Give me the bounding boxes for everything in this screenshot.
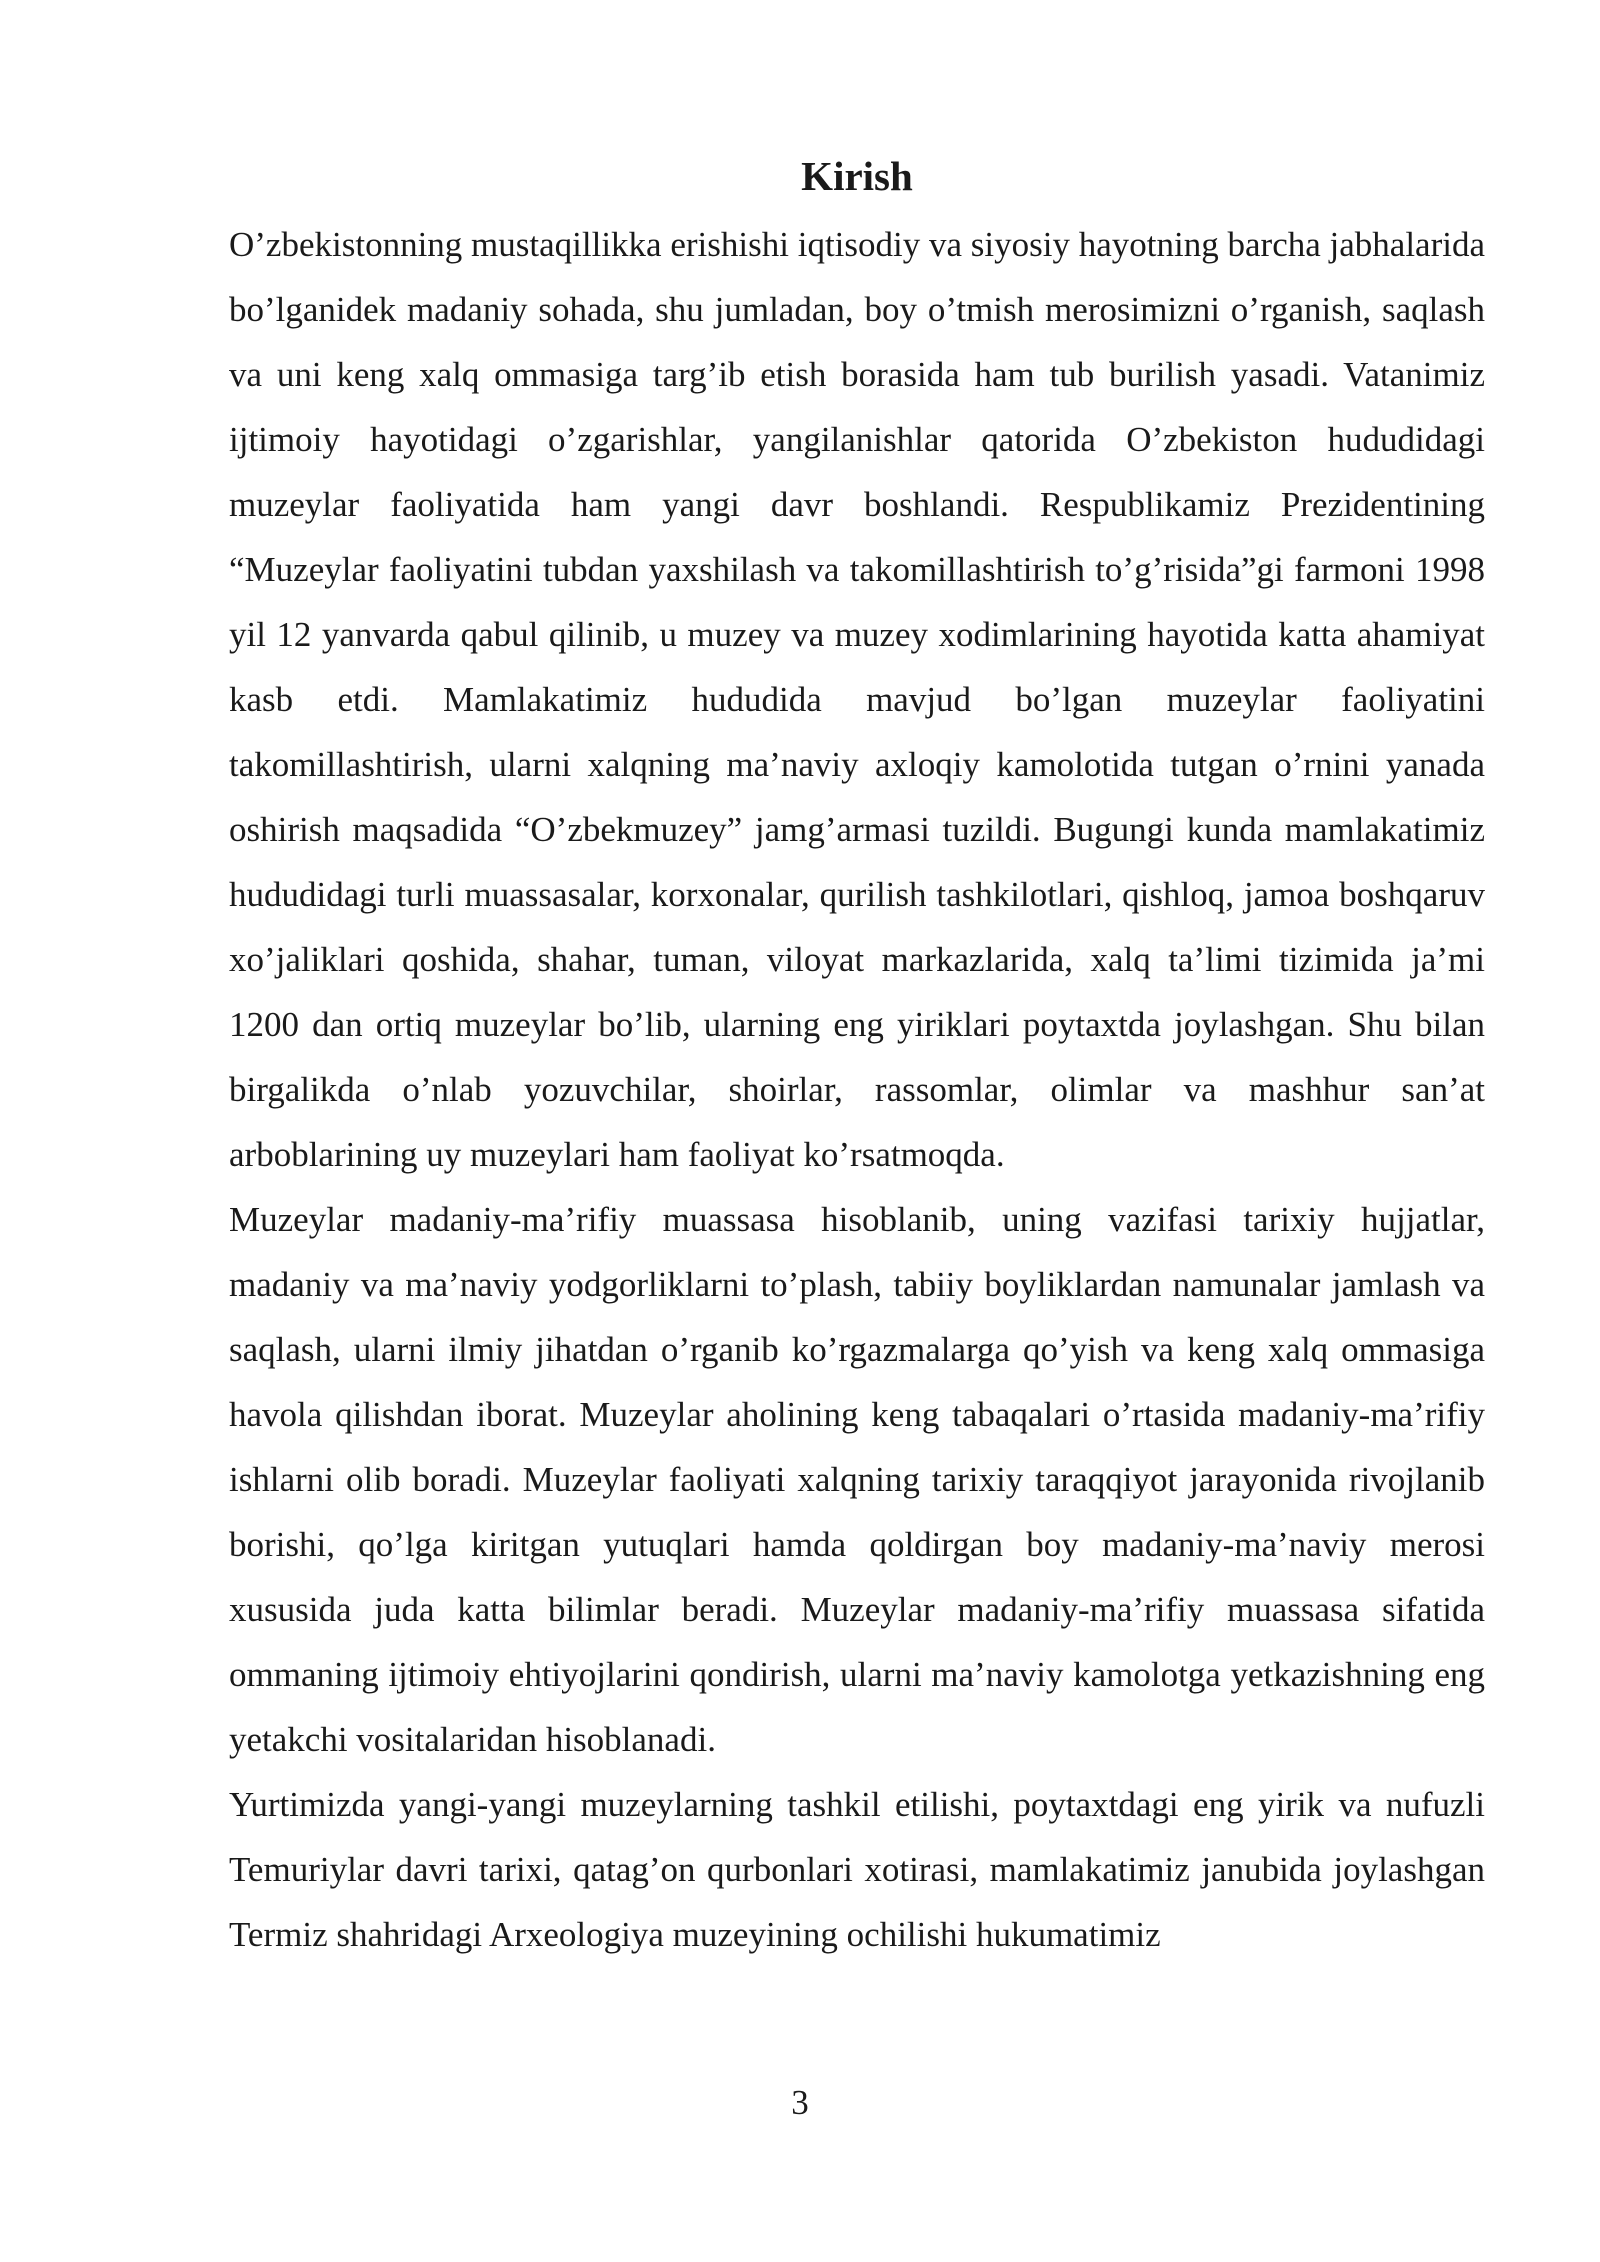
paragraph-2: Muzeylar madaniy-ma’rifiy muassasa hisoblanib, uning vazifasi tarixiy hujjatlar, madaniy va ma’naviy yodgorliklarni to’plash, tabiiy boyliklardan namunalar jamlash va saqlash, ularni ilmiy jihatdan o’rganib ko’rgazmalarga qo’yish va keng xalq ommasiga havola qilishdan iborat. Muzeylar aholining keng tabaqalari o’rtasida madaniy-ma’rifiy ishlarni olib boradi. Muzeylar faoliyati xalqning tarixiy taraqqiyot jarayonida rivojlanib borishi, qo’lga kiritgan yutuqlari hamda qoldirgan boy madaniy-ma’naviy merosi xususida juda katta bilimlar beradi. Muzeylar madaniy-ma’rifiy muassasa sifatida ommaning ijtimoiy ehtiyojlarini qondirish, ularni ma’naviy kamolotga yetkazishning eng yetakchi vositalaridan hisoblanadi.: [229, 1200, 1485, 1759]
paragraph-1: O’zbekistonning mustaqillikka erishishi iqtisodiy va siyosiy hayotning barcha jabhalarida bo’lganidek madaniy sohada, shu jumladan, boy o’tmish merosimizni o’rganish, saqlash va uni keng xalq ommasiga targ’ib etish borasida ham tub burilish yasadi. Vatanimiz ijtimoiy hayotidagi o’zgarishlar, yangilanishlar qatorida O’zbekiston hududidagi muzeylar faoliyatida ham yangi davr boshlandi. Respublikamiz Prezidentining “Muzeylar faoliyatini tubdan yaxshilash va takomillashtirish to’g’risida”gi farmoni 1998 yil 12 yanvarda qabul qilinib, u muzey va muzey xodimlarining hayotida katta ahamiyat kasb etdi. Mamlakatimiz hududida mavjud bo’lgan muzeylar faoliyatini takomillashtirish, ularni xalqning ma’naviy axloqiy kamolotida tutgan o’rnini yanada oshirish maqsadida “O’zbekmuzey” jamg’armasi tuzildi. Bugungi kunda mamlakatimiz hududidagi turli muassasalar, korxonalar, qurilish tashkilotlari, qishloq, jamoa boshqaruv xo’jaliklari qoshida, shahar, tuman, viloyat markazlarida, xalq ta’limi tizimida ja’mi 1200 dan ortiq muzeylar bo’lib, ularning eng yiriklari poytaxtda joylashgan. Shu bilan birgalikda o’nlab yozuvchilar, shoirlar, rassomlar, olimlar va mashhur san’at arboblarining uy muzeylari ham faoliyat ko’rsatmoqda.: [229, 225, 1485, 1174]
page-content: [229, 146, 1485, 1967]
page-number: 3: [791, 2083, 809, 2122]
section-heading: Kirish: [801, 153, 913, 199]
paragraph-3: Yurtimizda yangi-yangi muzeylarning tashkil etilishi, poytaxtdagi eng yirik va nufuzli Temuriylar davri tarixi, qatag’on qurbonlari xotirasi, mamlakatimiz janubida joylashgan Termiz shahridagi Arxeologiya muzeyining ochilishi hukumatimiz: [229, 1785, 1485, 1954]
